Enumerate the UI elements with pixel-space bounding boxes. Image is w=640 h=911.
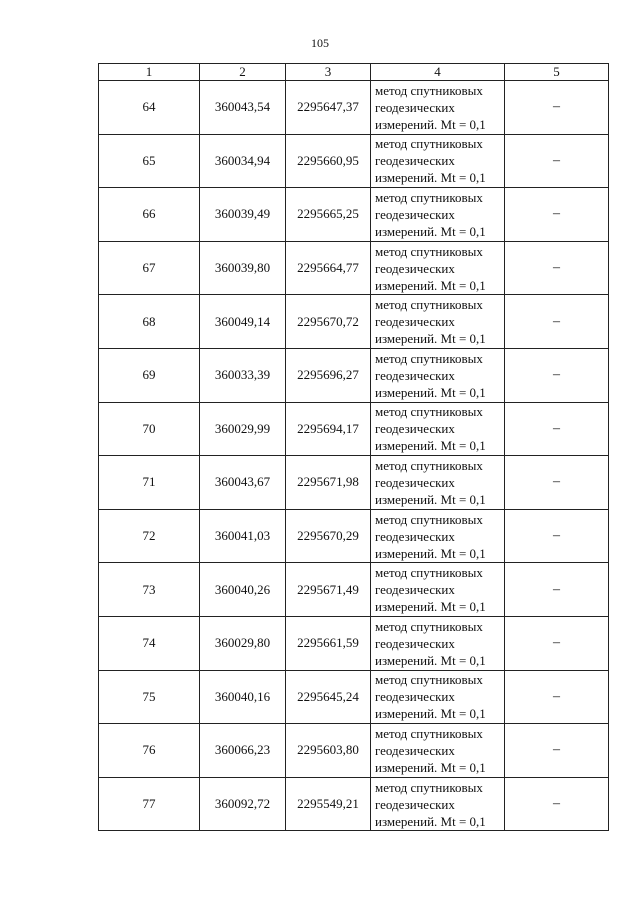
method-cell: метод спутниковых геодезических измерений. Mt = 0,1 — [371, 241, 505, 295]
y-coordinate-cell: 2295660,95 — [286, 134, 371, 188]
y-coordinate-cell: 2295671,49 — [286, 563, 371, 617]
point-number-cell: 64 — [99, 81, 200, 135]
x-coordinate-cell: 360041,03 — [200, 509, 286, 563]
y-coordinate-cell: 2295696,27 — [286, 348, 371, 402]
method-cell: метод спутниковых геодезических измерений. Mt = 0,1 — [371, 81, 505, 135]
point-number-cell: 68 — [99, 295, 200, 349]
y-coordinate-cell: 2295603,80 — [286, 724, 371, 778]
y-coordinate-cell: 2295694,17 — [286, 402, 371, 456]
method-cell: метод спутниковых геодезических измерений. Mt = 0,1 — [371, 777, 505, 831]
note-cell: – — [505, 509, 609, 563]
note-cell: – — [505, 616, 609, 670]
table-row — [99, 724, 609, 778]
point-number-cell: 66 — [99, 188, 200, 242]
table-row — [99, 509, 609, 563]
y-coordinate-cell: 2295549,21 — [286, 777, 371, 831]
note-cell: – — [505, 724, 609, 778]
table-row — [99, 563, 609, 617]
point-number-cell: 69 — [99, 348, 200, 402]
method-cell: метод спутниковых геодезических измерений. Mt = 0,1 — [371, 670, 505, 724]
table-row — [99, 134, 609, 188]
x-coordinate-cell: 360034,94 — [200, 134, 286, 188]
method-cell: метод спутниковых геодезических измерений. Mt = 0,1 — [371, 456, 505, 510]
method-cell: метод спутниковых геодезических измерений. Mt = 0,1 — [371, 563, 505, 617]
method-cell: метод спутниковых геодезических измерений. Mt = 0,1 — [371, 348, 505, 402]
page-number: 105 — [311, 36, 329, 50]
table-body — [99, 81, 609, 831]
y-coordinate-cell: 2295647,37 — [286, 81, 371, 135]
x-coordinate-cell: 360039,80 — [200, 241, 286, 295]
point-number-cell: 74 — [99, 616, 200, 670]
note-cell: – — [505, 241, 609, 295]
x-coordinate-cell: 360066,23 — [200, 724, 286, 778]
y-coordinate-cell: 2295670,29 — [286, 509, 371, 563]
point-number-cell: 67 — [99, 241, 200, 295]
table-row — [99, 777, 609, 831]
note-cell: – — [505, 670, 609, 724]
note-cell: – — [505, 81, 609, 135]
method-cell: метод спутниковых геодезических измерений. Mt = 0,1 — [371, 402, 505, 456]
x-coordinate-cell: 360029,99 — [200, 402, 286, 456]
table-row — [99, 81, 609, 135]
header-col-3: 3 — [286, 64, 371, 81]
x-coordinate-cell: 360040,16 — [200, 670, 286, 724]
table-header — [99, 64, 609, 81]
method-cell: метод спутниковых геодезических измерений. Mt = 0,1 — [371, 616, 505, 670]
x-coordinate-cell: 360049,14 — [200, 295, 286, 349]
header-row — [99, 64, 609, 81]
header-col-4: 4 — [371, 64, 505, 81]
y-coordinate-cell: 2295664,77 — [286, 241, 371, 295]
point-number-cell: 71 — [99, 456, 200, 510]
point-number-cell: 72 — [99, 509, 200, 563]
method-cell: метод спутниковых геодезических измерений. Mt = 0,1 — [371, 295, 505, 349]
method-cell: метод спутниковых геодезических измерений. Mt = 0,1 — [371, 188, 505, 242]
point-number-cell: 77 — [99, 777, 200, 831]
table-row — [99, 295, 609, 349]
point-number-cell: 65 — [99, 134, 200, 188]
table-row — [99, 456, 609, 510]
x-coordinate-cell: 360039,49 — [200, 188, 286, 242]
note-cell: – — [505, 563, 609, 617]
point-number-cell: 76 — [99, 724, 200, 778]
point-number-cell: 73 — [99, 563, 200, 617]
note-cell: – — [505, 402, 609, 456]
point-number-cell: 70 — [99, 402, 200, 456]
method-cell: метод спутниковых геодезических измерений. Mt = 0,1 — [371, 724, 505, 778]
note-cell: – — [505, 295, 609, 349]
table-row — [99, 670, 609, 724]
coordinates-table — [98, 63, 609, 831]
header-col-2: 2 — [200, 64, 286, 81]
x-coordinate-cell: 360040,26 — [200, 563, 286, 617]
method-cell: метод спутниковых геодезических измерений. Mt = 0,1 — [371, 134, 505, 188]
table-row — [99, 402, 609, 456]
header-col-1: 1 — [99, 64, 200, 81]
header-col-5: 5 — [505, 64, 609, 81]
y-coordinate-cell: 2295645,24 — [286, 670, 371, 724]
table-row — [99, 188, 609, 242]
x-coordinate-cell: 360029,80 — [200, 616, 286, 670]
x-coordinate-cell: 360043,67 — [200, 456, 286, 510]
table-row — [99, 616, 609, 670]
y-coordinate-cell: 2295670,72 — [286, 295, 371, 349]
x-coordinate-cell: 360043,54 — [200, 81, 286, 135]
y-coordinate-cell: 2295671,98 — [286, 456, 371, 510]
table-row — [99, 348, 609, 402]
note-cell: – — [505, 456, 609, 510]
method-cell: метод спутниковых геодезических измерений. Mt = 0,1 — [371, 509, 505, 563]
x-coordinate-cell: 360092,72 — [200, 777, 286, 831]
y-coordinate-cell: 2295661,59 — [286, 616, 371, 670]
note-cell: – — [505, 134, 609, 188]
note-cell: – — [505, 348, 609, 402]
note-cell: – — [505, 188, 609, 242]
table-row — [99, 241, 609, 295]
x-coordinate-cell: 360033,39 — [200, 348, 286, 402]
y-coordinate-cell: 2295665,25 — [286, 188, 371, 242]
point-number-cell: 75 — [99, 670, 200, 724]
note-cell: – — [505, 777, 609, 831]
